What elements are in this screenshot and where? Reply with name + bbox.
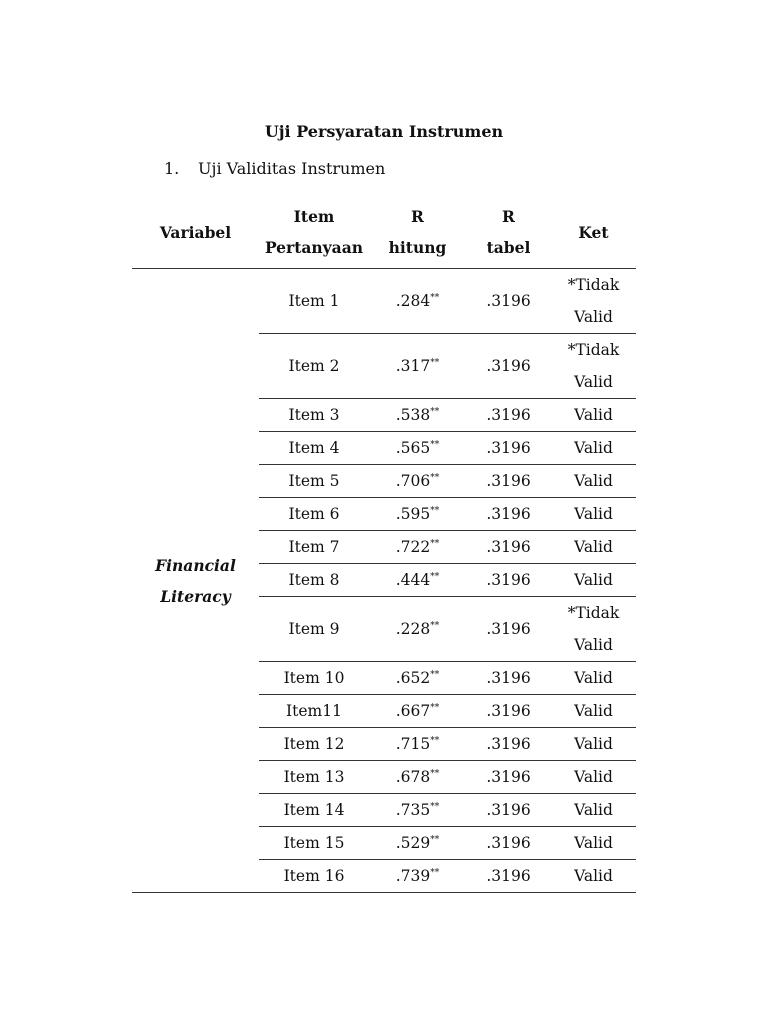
- r-hitung-cell: .444**: [369, 564, 466, 597]
- r-hitung-cell: .722**: [369, 531, 466, 564]
- significance-mark: **: [430, 407, 440, 417]
- r-hitung-cell: .739**: [369, 860, 466, 893]
- r-hitung-cell: .529**: [369, 827, 466, 860]
- item-cell: Item 14: [259, 794, 369, 827]
- ket-cell: Valid: [551, 662, 636, 695]
- ket-cell: Valid: [551, 794, 636, 827]
- item-cell: Item 16: [259, 860, 369, 893]
- item-cell: Item11: [259, 695, 369, 728]
- r-tabel-cell: .3196: [466, 761, 551, 794]
- r-hitung-cell: .652**: [369, 662, 466, 695]
- r-tabel-cell: .3196: [466, 827, 551, 860]
- item-cell: Item 3: [259, 399, 369, 432]
- item-cell: Item 2: [259, 334, 369, 399]
- section-heading: [164, 159, 385, 178]
- r-hitung-cell: .678**: [369, 761, 466, 794]
- header-ket: Ket: [551, 196, 636, 269]
- item-cell: Item 5: [259, 465, 369, 498]
- r-hitung-cell: .284**: [369, 269, 466, 334]
- r-tabel-cell: .3196: [466, 269, 551, 334]
- r-tabel-cell: .3196: [466, 465, 551, 498]
- significance-mark: **: [430, 572, 440, 582]
- table-header-row: [132, 196, 636, 269]
- ket-cell: Valid: [551, 860, 636, 893]
- item-cell: Item 6: [259, 498, 369, 531]
- ket-cell: Valid: [551, 465, 636, 498]
- item-cell: Item 13: [259, 761, 369, 794]
- r-hitung-cell: .228**: [369, 597, 466, 662]
- ket-cell: *Tidak Valid: [551, 597, 636, 662]
- ket-cell: Valid: [551, 432, 636, 465]
- significance-mark: **: [430, 293, 440, 303]
- item-cell: Item 4: [259, 432, 369, 465]
- ket-cell: Valid: [551, 761, 636, 794]
- significance-mark: **: [430, 703, 440, 713]
- r-tabel-cell: .3196: [466, 531, 551, 564]
- significance-mark: **: [430, 440, 440, 450]
- ket-cell: Valid: [551, 498, 636, 531]
- r-tabel-cell: .3196: [466, 498, 551, 531]
- section-label: Uji Validitas Instrumen: [198, 159, 386, 178]
- ket-cell: Valid: [551, 531, 636, 564]
- item-cell: Item 12: [259, 728, 369, 761]
- r-hitung-cell: .538**: [369, 399, 466, 432]
- r-tabel-cell: .3196: [466, 564, 551, 597]
- ket-cell: *Tidak Valid: [551, 334, 636, 399]
- significance-mark: **: [430, 736, 440, 746]
- item-cell: Item 10: [259, 662, 369, 695]
- r-hitung-cell: .317**: [369, 334, 466, 399]
- page-title: Uji Persyaratan Instrumen: [264, 122, 504, 141]
- validity-table: [132, 196, 636, 893]
- variable-name: Financial Literacy: [132, 269, 259, 893]
- r-tabel-cell: .3196: [466, 860, 551, 893]
- r-tabel-cell: .3196: [466, 728, 551, 761]
- significance-mark: **: [430, 473, 440, 483]
- r-tabel-cell: .3196: [466, 597, 551, 662]
- ket-cell: Valid: [551, 564, 636, 597]
- item-cell: Item 7: [259, 531, 369, 564]
- significance-mark: **: [430, 802, 440, 812]
- r-hitung-cell: .667**: [369, 695, 466, 728]
- item-cell: Item 1: [259, 269, 369, 334]
- significance-mark: **: [430, 506, 440, 516]
- item-cell: Item 8: [259, 564, 369, 597]
- header-r-tabel: R tabel: [466, 196, 551, 269]
- section-number: 1.: [164, 159, 180, 178]
- r-hitung-cell: .595**: [369, 498, 466, 531]
- r-hitung-cell: .735**: [369, 794, 466, 827]
- ket-cell: Valid: [551, 399, 636, 432]
- significance-mark: **: [430, 539, 440, 549]
- significance-mark: **: [430, 835, 440, 845]
- ket-cell: *Tidak Valid: [551, 269, 636, 334]
- table-row: [132, 269, 636, 334]
- r-hitung-cell: .715**: [369, 728, 466, 761]
- r-tabel-cell: .3196: [466, 432, 551, 465]
- r-hitung-cell: .565**: [369, 432, 466, 465]
- item-cell: Item 15: [259, 827, 369, 860]
- header-r-hitung: R hitung: [369, 196, 466, 269]
- item-cell: Item 9: [259, 597, 369, 662]
- r-tabel-cell: .3196: [466, 662, 551, 695]
- r-tabel-cell: .3196: [466, 399, 551, 432]
- r-tabel-cell: .3196: [466, 334, 551, 399]
- header-item-pertanyaan: Item Pertanyaan: [259, 196, 369, 269]
- ket-cell: Valid: [551, 728, 636, 761]
- ket-cell: Valid: [551, 695, 636, 728]
- header-variabel: Variabel: [132, 196, 259, 269]
- table-body: [132, 269, 636, 893]
- significance-mark: **: [430, 621, 440, 631]
- significance-mark: **: [430, 358, 440, 368]
- significance-mark: **: [430, 670, 440, 680]
- ket-cell: Valid: [551, 827, 636, 860]
- significance-mark: **: [430, 769, 440, 779]
- r-hitung-cell: .706**: [369, 465, 466, 498]
- significance-mark: **: [430, 868, 440, 878]
- r-tabel-cell: .3196: [466, 695, 551, 728]
- r-tabel-cell: .3196: [466, 794, 551, 827]
